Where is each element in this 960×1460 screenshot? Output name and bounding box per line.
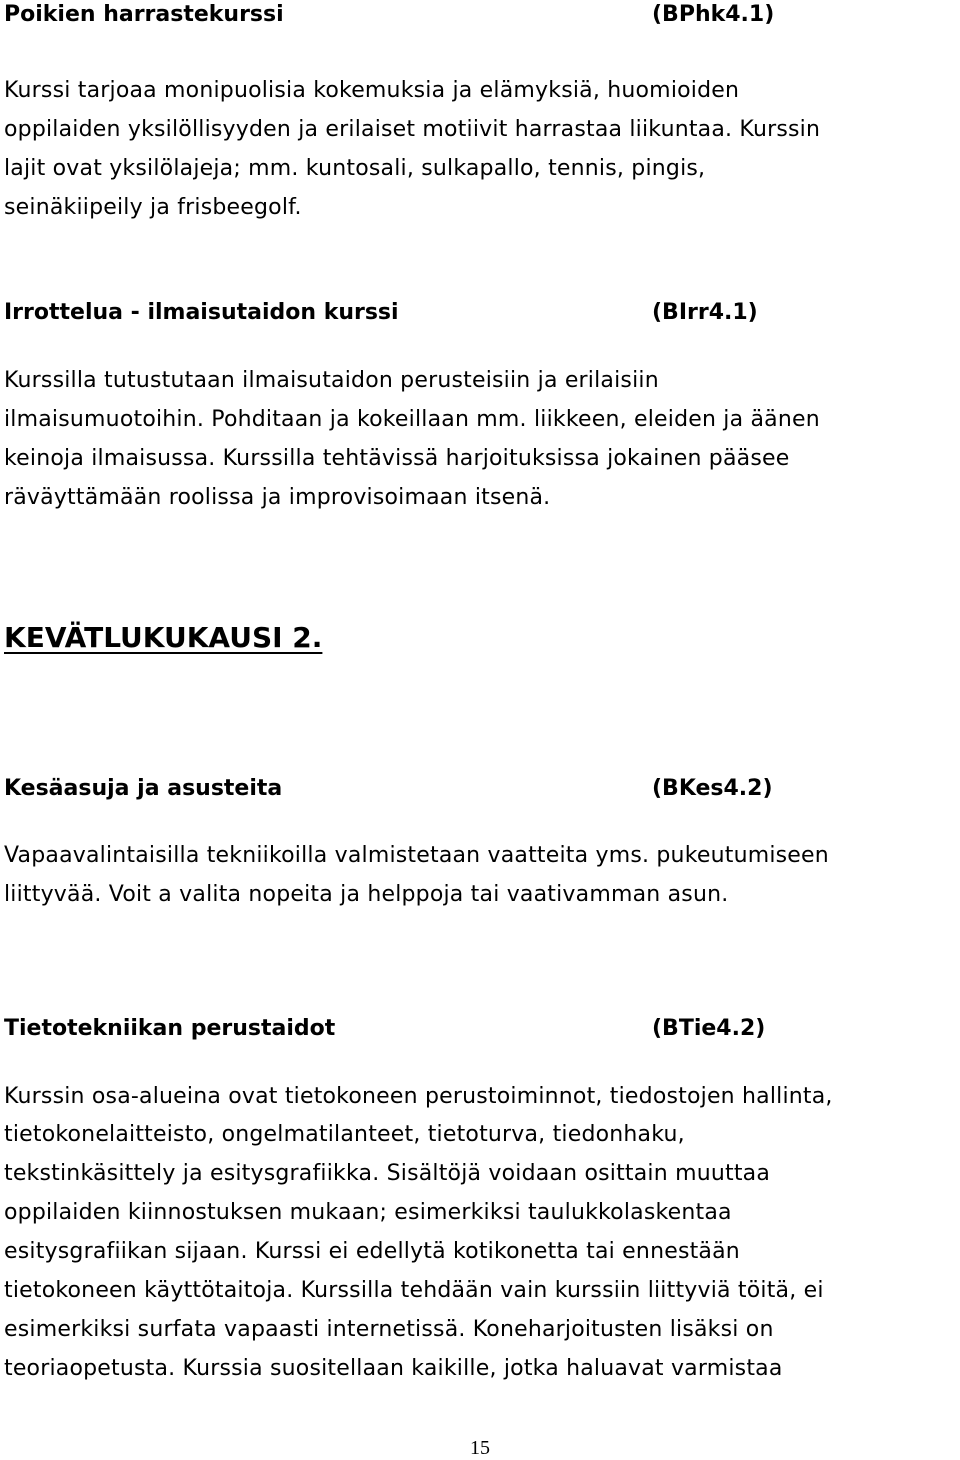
- paragraph-line: lajit ovat yksilölajeja; mm. kuntosali, sulkapallo, tennis, pingis,: [4, 156, 706, 181]
- paragraph-line: teoriaopetusta. Kurssia suositellaan kaikille, jotka haluavat varmistaa: [4, 1356, 783, 1381]
- paragraph-line: esitysgrafiikan sijaan. Kurssi ei edellytä kotikonetta tai ennestään: [4, 1239, 740, 1264]
- section-title-poikien: Poikien harrastekurssi: [4, 2, 284, 27]
- term-heading: KEVÄTLUKUKAUSI 2.: [4, 621, 323, 654]
- paragraph-line: esimerkiksi surfata vapaasti internetissä. Koneharjoitusten lisäksi on: [4, 1317, 774, 1342]
- section-title-irrottelua: Irrottelua - ilmaisutaidon kurssi: [4, 300, 399, 325]
- paragraph-line: seinäkiipeily ja frisbeegolf.: [4, 195, 302, 220]
- paragraph-line: oppilaiden kiinnostuksen mukaan; esimerkiksi taulukkolaskentaa: [4, 1200, 732, 1225]
- paragraph-line: oppilaiden yksilöllisyyden ja erilaiset motiivit harrastaa liikuntaa. Kurssin: [4, 117, 821, 142]
- paragraph-line: räväyttämään roolissa ja improvisoimaan itsenä.: [4, 485, 551, 510]
- paragraph-line: Kurssin osa-alueina ovat tietokoneen perustoiminnot, tiedostojen hallinta,: [4, 1084, 833, 1109]
- paragraph-line: Kurssilla tutustutaan ilmaisutaidon perusteisiin ja erilaisiin: [4, 368, 659, 393]
- course-code-kesaasuja: (BKes4.2): [652, 776, 773, 801]
- paragraph-line: tietokonelaitteisto, ongelmatilanteet, tietoturva, tiedonhaku,: [4, 1122, 685, 1147]
- course-code-poikien: (BPhk4.1): [652, 2, 775, 27]
- page-number: 15: [470, 1437, 490, 1459]
- paragraph-line: tietokoneen käyttötaitoja. Kurssilla tehdään vain kurssiin liittyviä töitä, ei: [4, 1278, 824, 1303]
- section-title-kesaasuja: Kesäasuja ja asusteita: [4, 776, 283, 801]
- paragraph-line: ilmaisumuotoihin. Pohditaan ja kokeillaan mm. liikkeen, eleiden ja äänen: [4, 407, 820, 432]
- course-code-irrottelua: (BIrr4.1): [652, 300, 758, 325]
- paragraph-line: Vapaavalintaisilla tekniikoilla valmistetaan vaatteita yms. pukeutumiseen: [4, 843, 829, 868]
- paragraph-line: liittyvää. Voit a valita nopeita ja helppoja tai vaativamman asun.: [4, 882, 729, 907]
- paragraph-line: keinoja ilmaisussa. Kurssilla tehtävissä harjoituksissa jokainen pääsee: [4, 446, 790, 471]
- paragraph-line: tekstinkäsittely ja esitysgrafiikka. Sisältöjä voidaan osittain muuttaa: [4, 1161, 771, 1186]
- section-title-tietotekniikka: Tietotekniikan perustaidot: [4, 1016, 336, 1041]
- paragraph-line: Kurssi tarjoaa monipuolisia kokemuksia ja elämyksiä, huomioiden: [4, 78, 740, 103]
- course-code-tietotekniikka: (BTie4.2): [652, 1016, 766, 1041]
